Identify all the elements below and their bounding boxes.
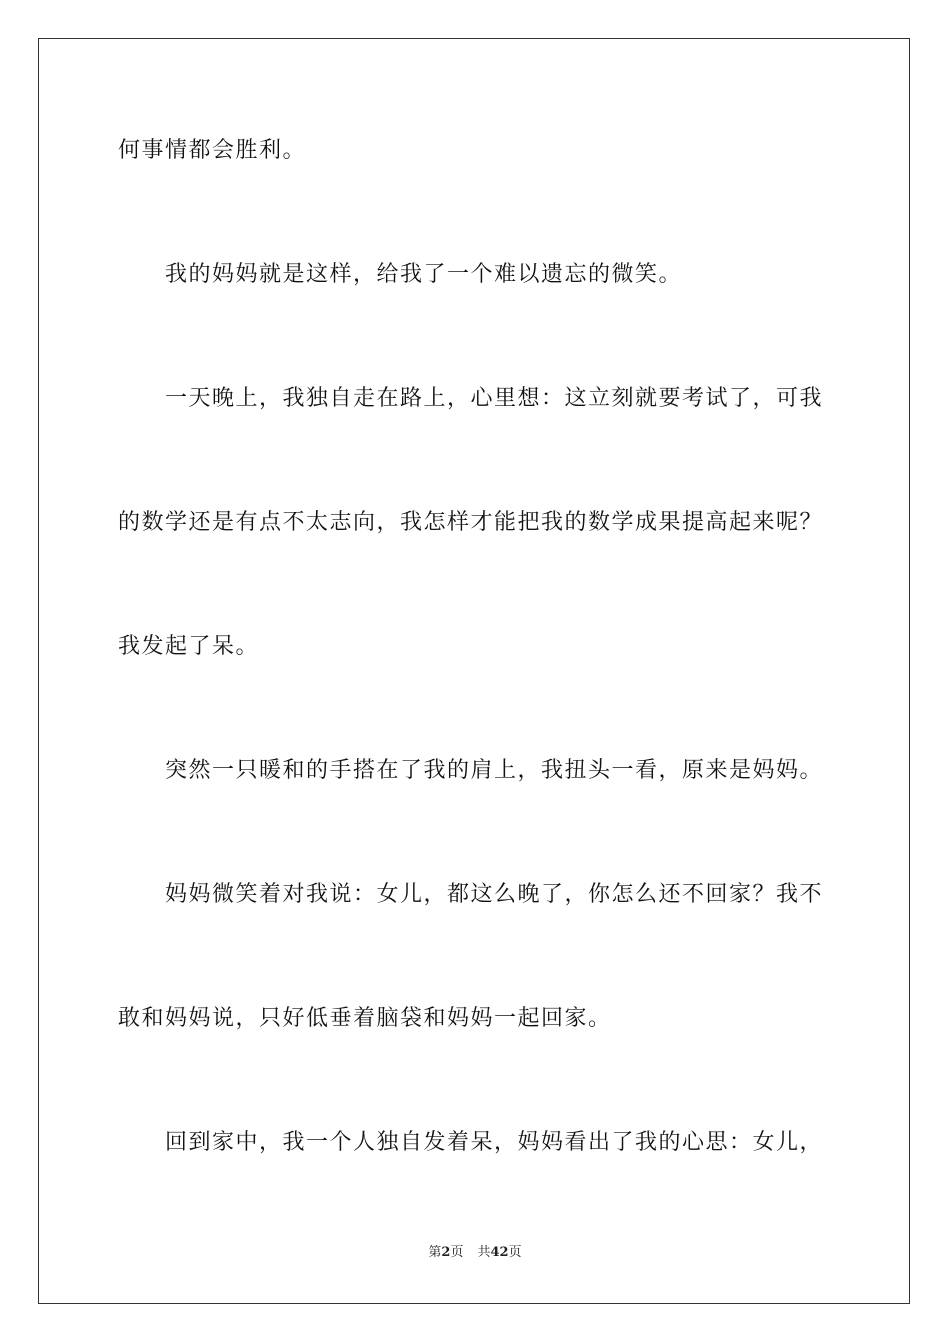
text-line-5: 我发起了呆。 bbox=[118, 634, 260, 659]
current-page-number: 2 bbox=[441, 1245, 451, 1260]
total-label-suffix: 页 bbox=[508, 1245, 522, 1260]
paragraph-line-6: 突然一只暖和的手搭在了我的肩上，我扭头一看，原来是妈妈。 bbox=[165, 758, 824, 783]
paragraph-line-9: 回到家中，我一个人独自发着呆，妈妈看出了我的心思：女儿， bbox=[165, 1130, 824, 1155]
text-line-1: 何事情都会胜利。 bbox=[118, 138, 307, 163]
page-border bbox=[38, 38, 910, 1304]
paragraph-line-7: 妈妈微笑着对我说：女儿，都这么晚了，你怎么还不回家？我不 bbox=[165, 882, 824, 907]
paragraph-line-2: 我的妈妈就是这样，给我了一个难以遗忘的微笑。 bbox=[165, 262, 683, 287]
total-label-prefix: 共 bbox=[477, 1245, 491, 1260]
paragraph-line-3: 一天晚上，我独自走在路上，心里想：这立刻就要考试了，可我 bbox=[165, 386, 824, 411]
total-page-count: 42 bbox=[490, 1245, 509, 1260]
text-line-4: 的数学还是有点不太志向，我怎样才能把我的数学成果提高起来呢？ bbox=[118, 510, 824, 535]
page-label-suffix: 页 bbox=[450, 1245, 464, 1260]
page-footer bbox=[0, 1244, 950, 1262]
page-label-prefix: 第 bbox=[428, 1245, 442, 1260]
text-line-8: 敢和妈妈说，只好低垂着脑袋和妈妈一起回家。 bbox=[118, 1006, 612, 1031]
